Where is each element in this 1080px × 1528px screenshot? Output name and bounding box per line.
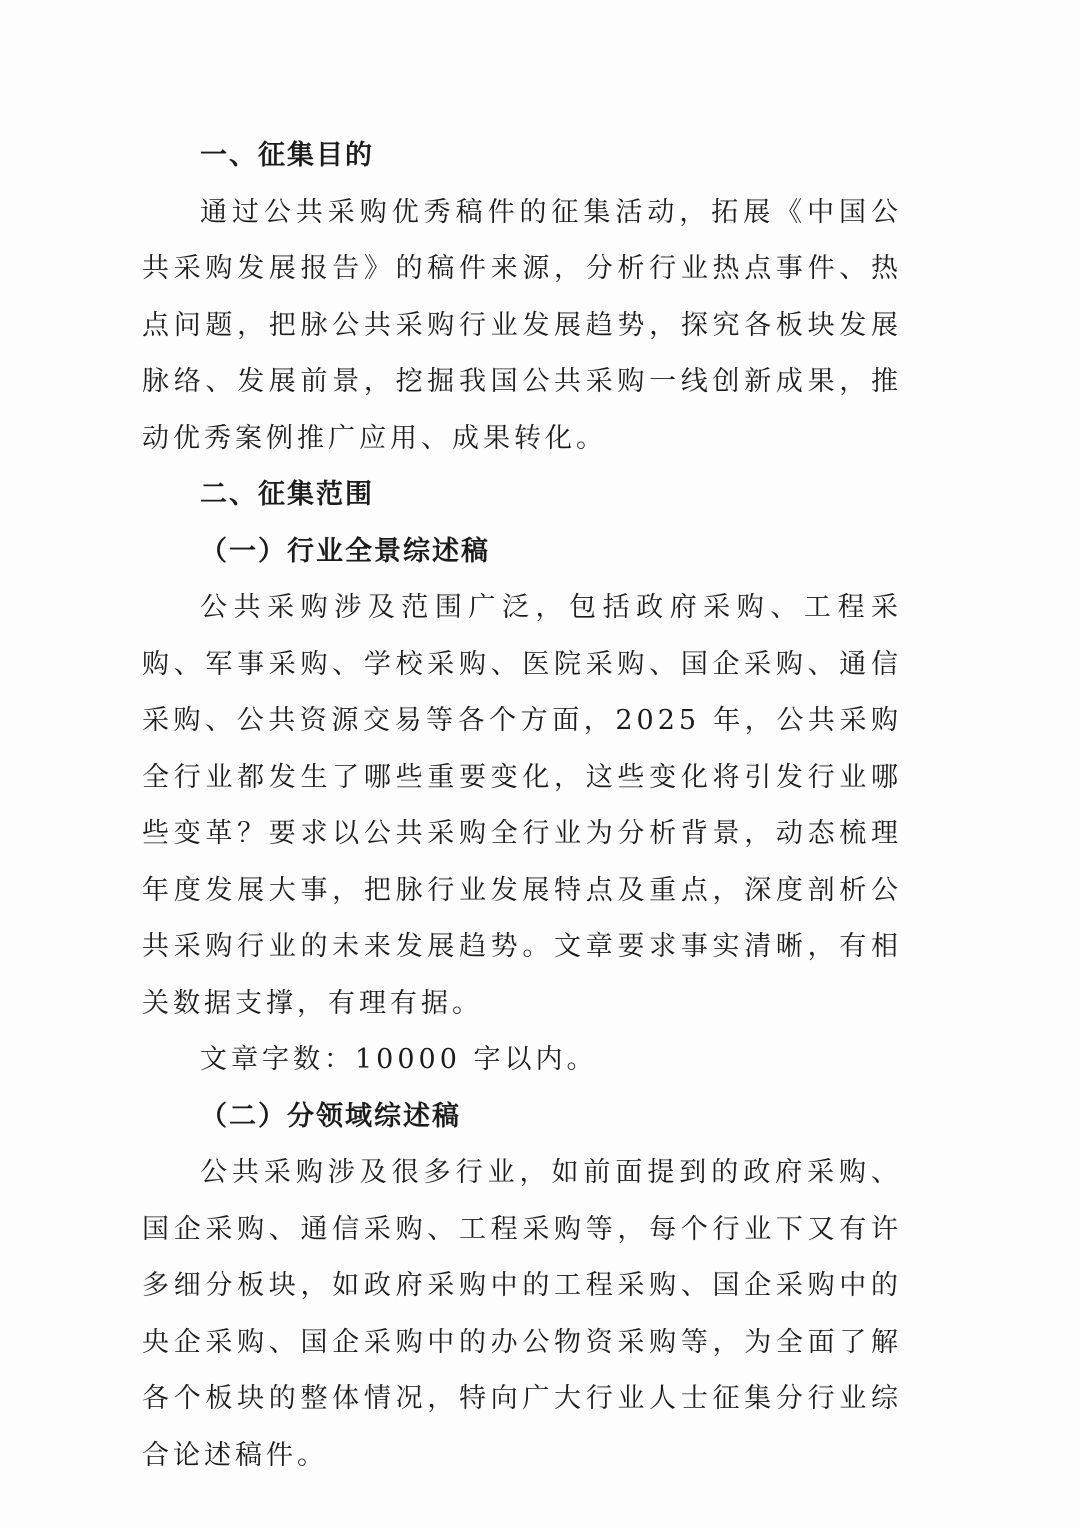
- industry-overview-paragraph: 公共采购涉及范围广泛，包括政府采购、工程采购、军事采购、学校采购、医院采购、国企采购、通信采购、公共资源交易等各个方面，2025 年，公共采购全行业都发生了哪些重要变化，这些变化将引发行业哪些变革？要求以公共采购全行业为分析背景，动态梳理年度发展大事，把脉行业发展特点及重点，深度剖析公共采购行业的未来发展趋势。文章要求事实清晰，有相关数据支撑，有理有据。: [142, 592, 902, 1019]
- section-heading-purpose: 一、征集目的: [200, 140, 374, 171]
- subsection-heading-industry-overview: （一）行业全景综述稿: [200, 535, 490, 567]
- word-count-requirement: 文章字数：10000 字以内。: [200, 1044, 598, 1075]
- subsection-heading-domain-overview: （二）分领域综述稿: [200, 1100, 461, 1132]
- section-heading-scope: 二、征集范围: [200, 479, 374, 510]
- document-body: [142, 128, 902, 1484]
- domain-overview-paragraph: 公共采购涉及很多行业，如前面提到的政府采购、国企采购、通信采购、工程采购等，每个行业下又有许多细分板块，如政府采购中的工程采购、国企采购中的央企采购、国企采购中的办公物资采购等，为全面了解各个板块的整体情况，特向广大行业人士征集分行业综合论述稿件。: [142, 1157, 902, 1471]
- purpose-paragraph: 通过公共采购优秀稿件的征集活动，拓展《中国公共采购发展报告》的稿件来源，分析行业热点事件、热点问题，把脉公共采购行业发展趋势，探究各板块发展脉络、发展前景，挖掘我国公共采购一线创新成果，推动优秀案例推广应用、成果转化。: [142, 196, 902, 454]
